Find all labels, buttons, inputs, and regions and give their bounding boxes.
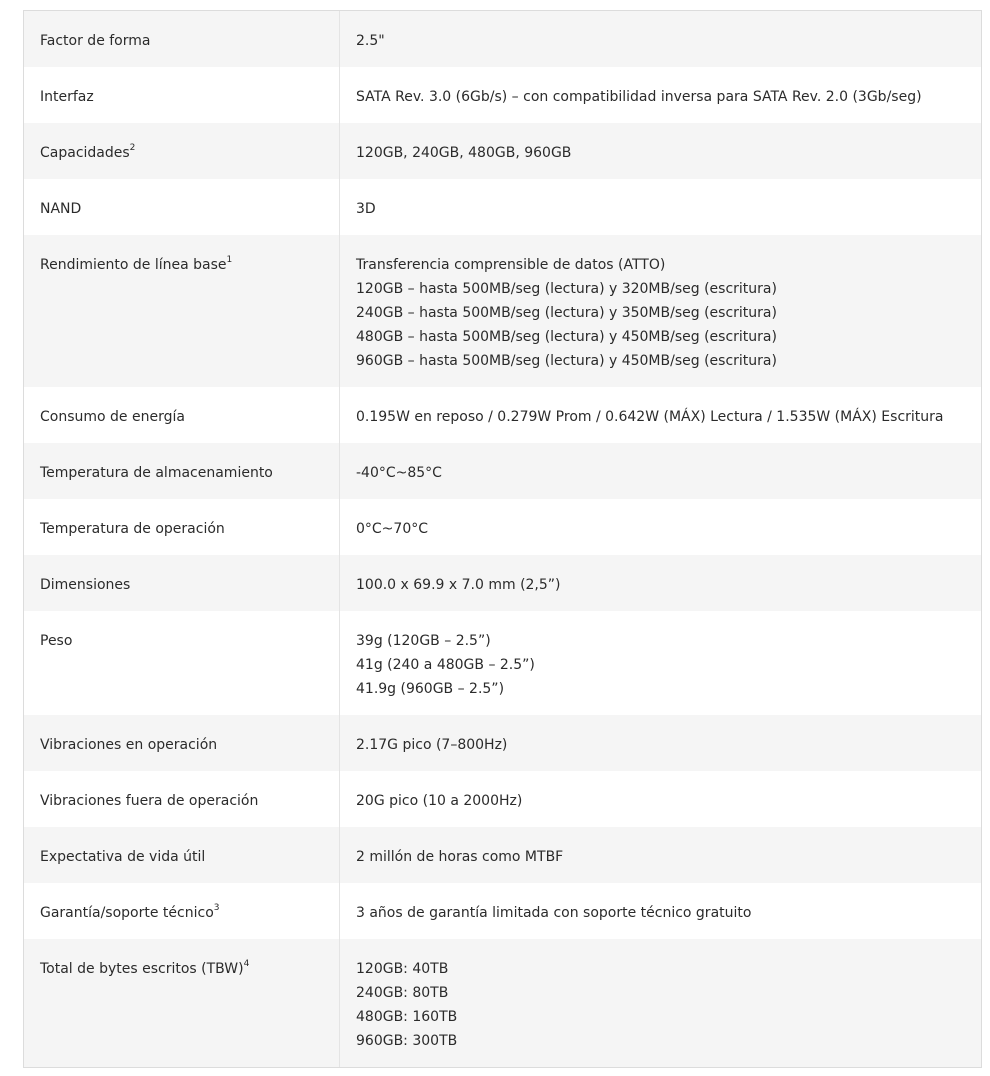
spec-label: Vibraciones en operación	[40, 737, 218, 753]
spec-label-cell	[24, 67, 340, 123]
table-row	[24, 11, 981, 67]
spec-label: Vibraciones fuera de operación	[40, 793, 259, 809]
table-row	[24, 67, 981, 123]
spec-label-cell	[24, 387, 340, 443]
table-row	[24, 939, 981, 1067]
spec-value: 100.0 x 69.9 x 7.0 mm (2,5”)	[356, 577, 561, 593]
spec-value: 41.9g (960GB – 2.5”)	[356, 681, 505, 697]
spec-value-cell	[340, 387, 981, 443]
footnote-marker: 3	[213, 903, 220, 914]
table-row	[24, 499, 981, 555]
table-row	[24, 387, 981, 443]
spec-label-cell	[24, 611, 340, 715]
footnote-marker: 1	[226, 255, 233, 266]
spec-label-cell	[24, 235, 340, 387]
spec-value-cell	[340, 555, 981, 611]
spec-value: 0.195W en reposo / 0.279W Prom / 0.642W (MÁX) Lectura / 1.535W (MÁX) Escritura	[356, 409, 944, 425]
spec-label-cell	[24, 555, 340, 611]
spec-label: Capacidades	[40, 145, 130, 161]
table-row	[24, 771, 981, 827]
table-row	[24, 443, 981, 499]
spec-value: 480GB: 160TB	[356, 1009, 458, 1025]
spec-value: SATA Rev. 3.0 (6Gb/s) – con compatibilidad inversa para SATA Rev. 2.0 (3Gb/seg)	[356, 89, 922, 105]
spec-value: 2.17G pico (7–800Hz)	[356, 737, 508, 753]
spec-label-cell	[24, 883, 340, 939]
table-row	[24, 827, 981, 883]
spec-value: 120GB – hasta 500MB/seg (lectura) y 320MB/seg (escritura)	[356, 281, 777, 297]
spec-value-cell	[340, 11, 981, 67]
spec-label-cell	[24, 827, 340, 883]
table-row	[24, 555, 981, 611]
spec-value: -40°C~85°C	[356, 465, 442, 481]
spec-value: 3 años de garantía limitada con soporte técnico gratuito	[356, 905, 752, 921]
table-row	[24, 235, 981, 387]
spec-label-cell	[24, 179, 340, 235]
spec-label: NAND	[40, 201, 82, 217]
spec-value-cell	[340, 123, 981, 179]
spec-value-cell	[340, 611, 981, 715]
footnote-marker: 4	[243, 959, 250, 970]
spec-label-cell	[24, 11, 340, 67]
spec-label: Consumo de energía	[40, 409, 185, 425]
spec-value: 2.5"	[356, 33, 385, 49]
spec-value: 41g (240 a 480GB – 2.5”)	[356, 657, 535, 673]
spec-value: 2 millón de horas como MTBF	[356, 849, 564, 865]
spec-value: 240GB – hasta 500MB/seg (lectura) y 350MB/seg (escritura)	[356, 305, 777, 321]
spec-value-cell	[340, 235, 981, 387]
spec-label-cell	[24, 443, 340, 499]
spec-label: Dimensiones	[40, 577, 131, 593]
spec-label-cell	[24, 123, 340, 179]
spec-value-cell	[340, 883, 981, 939]
table-row	[24, 715, 981, 771]
spec-value: 480GB – hasta 500MB/seg (lectura) y 450MB/seg (escritura)	[356, 329, 777, 345]
spec-value-cell	[340, 179, 981, 235]
spec-value: 240GB: 80TB	[356, 985, 449, 1001]
spec-value: 120GB: 40TB	[356, 961, 449, 977]
spec-label: Temperatura de almacenamiento	[40, 465, 273, 481]
spec-value-cell	[340, 715, 981, 771]
table-row	[24, 611, 981, 715]
spec-label: Rendimiento de línea base	[40, 257, 227, 273]
spec-value: 960GB – hasta 500MB/seg (lectura) y 450MB/seg (escritura)	[356, 353, 777, 369]
spec-value: Transferencia comprensible de datos (ATTO)	[356, 257, 666, 273]
spec-label-cell	[24, 771, 340, 827]
spec-value: 0°C~70°C	[356, 521, 429, 537]
spec-value-cell	[340, 771, 981, 827]
spec-label: Expectativa de vida útil	[40, 849, 206, 865]
spec-value-cell	[340, 827, 981, 883]
spec-value-cell	[340, 939, 981, 1067]
table-row	[24, 179, 981, 235]
table-row	[24, 123, 981, 179]
spec-label: Temperatura de operación	[40, 521, 225, 537]
spec-label: Interfaz	[40, 89, 94, 105]
spec-value: 20G pico (10 a 2000Hz)	[356, 793, 523, 809]
spec-label: Factor de forma	[40, 33, 151, 49]
spec-value-cell	[340, 499, 981, 555]
spec-value: 960GB: 300TB	[356, 1033, 458, 1049]
spec-label-cell	[24, 499, 340, 555]
spec-label: Garantía/soporte técnico	[40, 905, 214, 921]
spec-value-cell	[340, 67, 981, 123]
spec-value: 3D	[356, 201, 376, 217]
table-row	[24, 883, 981, 939]
spec-label-cell	[24, 715, 340, 771]
spec-label: Peso	[40, 633, 73, 649]
spec-label: Total de bytes escritos (TBW)	[40, 961, 244, 977]
spec-value: 120GB, 240GB, 480GB, 960GB	[356, 145, 572, 161]
spec-label-cell	[24, 939, 340, 1067]
footnote-marker: 2	[129, 143, 136, 154]
spec-value-cell	[340, 443, 981, 499]
spec-table	[23, 10, 982, 1068]
spec-value: 39g (120GB – 2.5”)	[356, 633, 491, 649]
